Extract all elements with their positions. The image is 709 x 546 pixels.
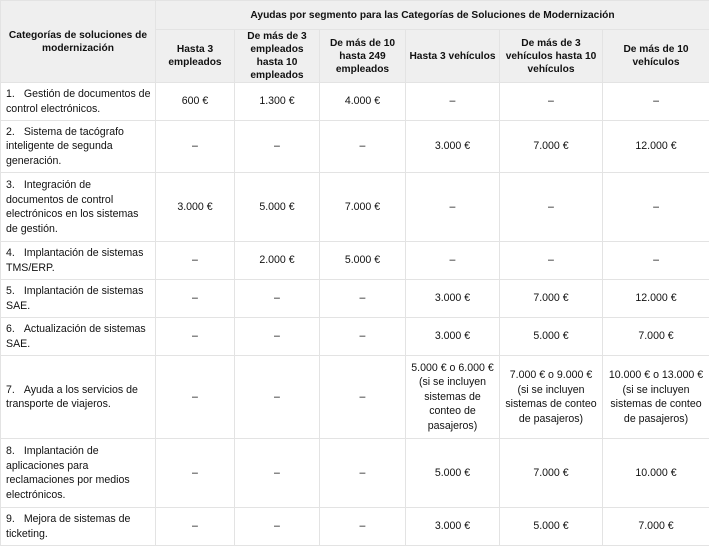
value-cell: – bbox=[320, 439, 406, 508]
value-cell: – bbox=[235, 356, 320, 439]
value-cell: – bbox=[603, 242, 709, 280]
segment-group-title: Ayudas por segmento para las Categorías de Soluciones de Modernización bbox=[156, 1, 709, 30]
table-row bbox=[1, 356, 709, 439]
segment-header: Hasta 3 vehículos bbox=[406, 30, 500, 83]
value-cell: – bbox=[603, 83, 709, 121]
segment-header: De más de 10 hasta 249 empleados bbox=[320, 30, 406, 83]
value-cell: – bbox=[603, 173, 709, 242]
value-cell: 5.000 € bbox=[406, 439, 500, 508]
value-cell: – bbox=[156, 508, 235, 546]
category-cell bbox=[1, 439, 156, 508]
value-cell: 7.000 € bbox=[500, 121, 603, 173]
header-row-group bbox=[1, 1, 709, 30]
value-cell: 1.300 € bbox=[235, 83, 320, 121]
value-cell: 3.000 € bbox=[406, 508, 500, 546]
category-label: Mejora de sistemas de ticketing. bbox=[6, 513, 130, 540]
category-number: 2. bbox=[6, 125, 15, 140]
value-cell: 2.000 € bbox=[235, 242, 320, 280]
table-row bbox=[1, 508, 709, 546]
value-cell: – bbox=[500, 173, 603, 242]
segment-header: De más de 3 vehículos hasta 10 vehículos bbox=[500, 30, 603, 83]
value-cell: 3.000 € bbox=[406, 318, 500, 356]
category-column-header: Categorías de soluciones de modernización bbox=[1, 1, 156, 83]
table-row bbox=[1, 318, 709, 356]
value-cell: 7.000 € bbox=[603, 508, 709, 546]
value-cell: 7.000 € bbox=[603, 318, 709, 356]
category-label: Gestión de documentos de control electrónicos. bbox=[6, 88, 150, 115]
value-cell: 12.000 € bbox=[603, 280, 709, 318]
table-row bbox=[1, 242, 709, 280]
category-label: Implantación de sistemas TMS/ERP. bbox=[6, 247, 143, 274]
category-cell bbox=[1, 508, 156, 546]
value-cell: – bbox=[320, 356, 406, 439]
value-cell: 10.000 € o 13.000 € (si se incluyen sistemas de conteo de pasajeros) bbox=[603, 356, 709, 439]
value-cell: – bbox=[156, 318, 235, 356]
value-cell: – bbox=[235, 280, 320, 318]
value-cell: – bbox=[320, 318, 406, 356]
category-number: 7. bbox=[6, 383, 15, 398]
category-cell bbox=[1, 173, 156, 242]
value-cell: – bbox=[235, 318, 320, 356]
category-cell bbox=[1, 121, 156, 173]
value-cell: 5.000 € bbox=[320, 242, 406, 280]
value-cell: – bbox=[406, 242, 500, 280]
value-cell: 7.000 € bbox=[500, 280, 603, 318]
value-cell: 3.000 € bbox=[406, 121, 500, 173]
category-number: 4. bbox=[6, 246, 15, 261]
value-cell: – bbox=[156, 439, 235, 508]
value-cell: 600 € bbox=[156, 83, 235, 121]
value-cell: 3.000 € bbox=[156, 173, 235, 242]
category-label: Ayuda a los servicios de transporte de viajeros. bbox=[6, 384, 138, 411]
value-cell: 5.000 € bbox=[235, 173, 320, 242]
table-row bbox=[1, 280, 709, 318]
table-row bbox=[1, 83, 709, 121]
value-cell: 5.000 € bbox=[500, 318, 603, 356]
value-cell: 12.000 € bbox=[603, 121, 709, 173]
segment-header: De más de 10 vehículos bbox=[603, 30, 709, 83]
value-cell: – bbox=[406, 173, 500, 242]
table-row bbox=[1, 121, 709, 173]
value-cell: – bbox=[320, 121, 406, 173]
category-cell bbox=[1, 83, 156, 121]
segment-header: Hasta 3 empleados bbox=[156, 30, 235, 83]
value-cell: – bbox=[320, 280, 406, 318]
value-cell: 5.000 € o 6.000 € (si se incluyen sistemas de conteo de pasajeros) bbox=[406, 356, 500, 439]
category-cell bbox=[1, 280, 156, 318]
category-number: 8. bbox=[6, 444, 15, 459]
value-cell: 7.000 € bbox=[320, 173, 406, 242]
value-cell: 7.000 € bbox=[500, 439, 603, 508]
category-cell bbox=[1, 318, 156, 356]
category-cell bbox=[1, 356, 156, 439]
table-row bbox=[1, 173, 709, 242]
category-label: Integración de documentos de control electrónicos en los sistemas de gestión. bbox=[6, 179, 138, 235]
value-cell: – bbox=[320, 508, 406, 546]
value-cell: 7.000 € o 9.000 € (si se incluyen sistemas de conteo de pasajeros) bbox=[500, 356, 603, 439]
value-cell: – bbox=[235, 121, 320, 173]
category-label: Actualización de sistemas SAE. bbox=[6, 323, 146, 350]
category-number: 9. bbox=[6, 512, 15, 527]
value-cell: – bbox=[500, 83, 603, 121]
value-cell: – bbox=[156, 356, 235, 439]
value-cell: 5.000 € bbox=[500, 508, 603, 546]
category-label: Implantación de sistemas SAE. bbox=[6, 285, 143, 312]
category-label: Sistema de tacógrafo inteligente de segunda generación. bbox=[6, 126, 124, 167]
category-cell bbox=[1, 242, 156, 280]
category-label: Implantación de aplicaciones para reclamaciones por medios electrónicos. bbox=[6, 445, 130, 501]
value-cell: – bbox=[156, 121, 235, 173]
value-cell: – bbox=[235, 508, 320, 546]
value-cell: 4.000 € bbox=[320, 83, 406, 121]
category-number: 5. bbox=[6, 284, 15, 299]
category-number: 3. bbox=[6, 178, 15, 193]
value-cell: – bbox=[156, 280, 235, 318]
value-cell: 3.000 € bbox=[406, 280, 500, 318]
value-cell: – bbox=[156, 242, 235, 280]
segment-header: De más de 3 empleados hasta 10 empleados bbox=[235, 30, 320, 83]
category-number: 6. bbox=[6, 322, 15, 337]
table-row bbox=[1, 439, 709, 508]
category-number: 1. bbox=[6, 87, 15, 102]
value-cell: – bbox=[406, 83, 500, 121]
value-cell: – bbox=[500, 242, 603, 280]
value-cell: – bbox=[235, 439, 320, 508]
value-cell: 10.000 € bbox=[603, 439, 709, 508]
